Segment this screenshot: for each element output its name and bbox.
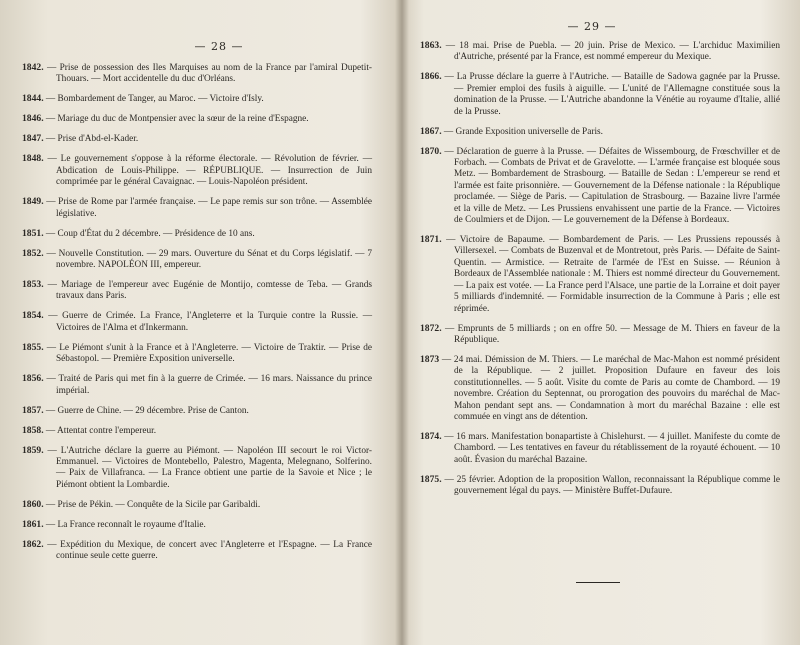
entry-text: — Coup d'État du 2 décembre. — Présidence de 10 ans. — [45, 228, 255, 239]
entry-year: 1857. — [22, 404, 44, 416]
entry-text: — La Prusse déclare la guerre à l'Autriche. — Bataille de Sadowa gagnée par la Prusse. — Premier emploi des fusils à aiguille. — L'unité de l'Allemagne constituée sous la domination de la Prusse. — L'Autriche abandonne la Vénétie au royaume d'Italie, allié de la Prusse. — [444, 72, 781, 117]
entry-year: 1861. — [22, 518, 44, 530]
chronology-entry — [22, 153, 372, 188]
chronology-entry — [22, 405, 372, 417]
entry-text: — 18 mai. Prise de Puebla. — 20 juin. Prise de Mexico. — L'archiduc Maximilien d'Autriche, présenté par la France, est nommé empereur du Mexique. — [445, 41, 780, 63]
end-rule — [576, 582, 620, 583]
chronology-entry — [22, 196, 372, 220]
entry-year: 1842. — [22, 62, 44, 73]
chronology-entry — [22, 373, 372, 397]
entry-text: — Le Piémont s'unit à la France et à l'Angleterre. — Victoire de Traktir. — Prise de Sébastopol. — Première Exposition universelle. — [46, 342, 372, 365]
entry-year: 1844. — [22, 93, 44, 105]
chronology-entry — [420, 474, 780, 498]
chronology-entry — [420, 40, 780, 64]
entry-text: — Traité de Paris qui met fin à la guerre de Crimée. — 16 mars. Naissance du prince impérial. — [46, 374, 372, 396]
entry-year: 1858. — [22, 424, 44, 436]
entry-year: 1859. — [22, 444, 44, 456]
entry-year: 1849. — [22, 196, 44, 208]
entry-text: — Grande Exposition universelle de Paris. — [443, 126, 603, 137]
chronology-entry — [420, 71, 780, 118]
chronology-entry — [420, 354, 780, 423]
chronology-entry — [22, 133, 372, 145]
entry-year: 1872. — [420, 322, 442, 334]
chronology-entry — [22, 539, 372, 563]
entry-text: — La France reconnaît le royaume d'Italie. — [45, 519, 206, 530]
entry-year: 1870. — [420, 145, 442, 157]
entry-text: — Nouvelle Constitution. — 29 mars. Ouverture du Sénat et du Corps législatif. — 7 novembre. NAPOLÉON III, empereur. — [46, 248, 372, 271]
entry-year: 1855. — [22, 341, 44, 353]
chronology-entry — [420, 323, 780, 347]
chronology-entry — [22, 279, 372, 303]
entry-text: — Attentat contre l'empereur. — [45, 425, 157, 436]
right-page — [408, 0, 800, 645]
entry-year: 1875. — [420, 473, 442, 485]
chronology-entry — [420, 146, 780, 227]
entry-year: 1871. — [420, 234, 442, 246]
entry-text: — Emprunts de 5 milliards ; on en offre 50. — Message de M. Thiers en faveur de la République. — [444, 323, 780, 345]
chronology-entry — [420, 234, 780, 315]
entry-text: — Le gouvernement s'oppose à la réforme électorale. — Révolution de février. — Abdication de Louis-Philippe. — RÉPUBLIQUE. — Insurrection de Juin comprimée par le général Cavaignac. — Louis-Napoléon président. — [47, 154, 373, 188]
entry-year: 1848. — [22, 153, 44, 165]
entry-text: — L'Autriche déclare la guerre au Piémont. — Napoléon III secourt le roi Victor-Emmanuel. — Victoires de Montebello, Palestro, Magenta, Melegnano, Solferino. — Paix de Villafranca. — La France obtient une partie de la Savoie et Nice ; le Piémont obtient la Lombardie. — [47, 445, 372, 490]
entry-year: 1846. — [22, 113, 44, 125]
chronology-entry — [22, 62, 372, 86]
chronology-list — [420, 40, 780, 505]
chronology-entry — [22, 228, 372, 240]
entry-year: 1867. — [420, 125, 442, 137]
entry-year: 1863. — [420, 40, 442, 51]
entry-text: — Prise de Pékin. — Conquête de la Sicile par Garibaldi. — [45, 499, 261, 510]
entry-year: 1847. — [22, 133, 44, 145]
entry-year: 1860. — [22, 498, 44, 510]
entry-text: — Bombardement de Tanger, au Maroc. — Victoire d'Isly. — [45, 94, 264, 105]
chronology-entry — [22, 445, 372, 492]
entry-year: 1873 — [420, 353, 440, 365]
entry-year: 1866. — [420, 71, 442, 83]
chronology-list — [22, 62, 372, 570]
page-number: — 28 — — [194, 40, 244, 53]
entry-year: 1856. — [22, 373, 44, 385]
book-gutter — [395, 0, 409, 645]
entry-text: — Victoire de Bapaume. — Bombardement de Paris. — Les Prussiens repoussés à Villersexel. — Combats de Buzenval et de Montretout, près Paris. — Défaite de Saint-Quentin. — Armistice. — Retraite de l'armée de l'Est en Suisse. — Réunion à Bordeaux de l'Assemblée nationale : M. Thiers est nommé directeur du Gouvernement. — La paix est votée. — La France perd l'Alsace, une partie de la Lorraine et doit payer 5 milliards d'indemnité. — Formidable insurrection de la Commune à Paris ; elle est réprimée. — [446, 235, 781, 314]
entry-text: — Prise de Rome par l'armée française. — Le pape remis sur son trône. — Assemblée législative. — [46, 197, 372, 219]
page-number: — 29 — — [567, 20, 617, 33]
entry-text: — 24 mai. Démission de M. Thiers. — Le maréchal de Mac-Mahon est nommé président de la République. — 2 juillet. Proposition Dufaure en faveur des lois constitutionnelles. — 5 août. Visite du comte de Paris au comte de Chambord. — 19 novembre. Création du Septennat, ou prorogation des pouvoirs du maréchal de Mac-Mahon pendant sept ans. — Condamnation à mort du maréchal Bazaine : elle est commuée en vingt ans de détention. — [441, 354, 780, 422]
chronology-entry — [22, 113, 372, 125]
chronology-entry — [22, 425, 372, 437]
chronology-entry — [22, 310, 372, 334]
entry-text: — Mariage de l'empereur avec Eugénie de Montijo, comtesse de Teba. — Grands travaux dans Paris. — [47, 280, 372, 302]
chronology-entry — [420, 126, 780, 138]
chronology-entry — [420, 431, 780, 466]
entry-text: — Prise d'Abd-el-Kader. — [45, 134, 139, 145]
entry-text: — Prise de possession des Iles Marquises au nom de la France par l'amiral Dupetit-Thouars. — Mort accidentelle du duc d'Orléans. — [46, 63, 373, 85]
entry-text: — Guerre de Crimée. La France, l'Angleterre et la Turquie contre la Russie. — Victoires de l'Alma et d'Inkermann. — [48, 311, 372, 333]
entry-text: — Expédition du Mexique, de concert avec l'Angleterre et l'Espagne. — La France continue seule cette guerre. — [47, 539, 372, 562]
entry-text: — 16 mars. Manifestation bonapartiste à Chislehurst. — 4 juillet. Manifeste du comte de Chambord. — Les tentatives en faveur du rétablissement de la royauté échouent. — 10 août. Évasion du maréchal Bazaine. — [444, 431, 780, 465]
chronology-entry — [22, 519, 372, 531]
entry-year: 1852. — [22, 247, 44, 259]
entry-year: 1854. — [22, 310, 44, 322]
left-page — [0, 0, 398, 645]
entry-year: 1874. — [420, 430, 442, 442]
chronology-entry — [22, 342, 372, 366]
entry-text: — 25 février. Adoption de la proposition Wallon, reconnaissant la République comme le gouvernement légal du pays. — Ministère Buffet-Dufaure. — [444, 474, 780, 497]
entry-year: 1851. — [22, 227, 44, 239]
chronology-entry — [22, 499, 372, 511]
entry-text: — Déclaration de guerre à la Prusse. — Défaites de Wissembourg, de Frœschviller et de Forbach. — Combats de Privat et de Gravelotte. — L'armée française est bloquée sous Metz. — Bombardement de Strasbourg. — Bataille de Sedan : L'empereur se rend et l'armée est faite prisonnière. — Gouvernement de la Défense nationale : la République proclamée. — Siège de Paris. — Capitulation de Strasbourg. — Bazaine livre l'armée et la ville de Metz. — Les Prussiens envahissent une partie de la France. — Victoires de Coulmiers et de Dijon. — Le gouvernement de la Défense à Bordeaux. — [444, 146, 780, 226]
entry-year: 1862. — [22, 538, 44, 550]
chronology-entry — [22, 248, 372, 272]
entry-text: — Guerre de Chine. — 29 décembre. Prise de Canton. — [45, 405, 249, 416]
chronology-entry — [22, 93, 372, 105]
entry-text: — Mariage du duc de Montpensier avec la sœur de la reine d'Espagne. — [45, 114, 309, 125]
entry-year: 1853. — [22, 279, 44, 291]
